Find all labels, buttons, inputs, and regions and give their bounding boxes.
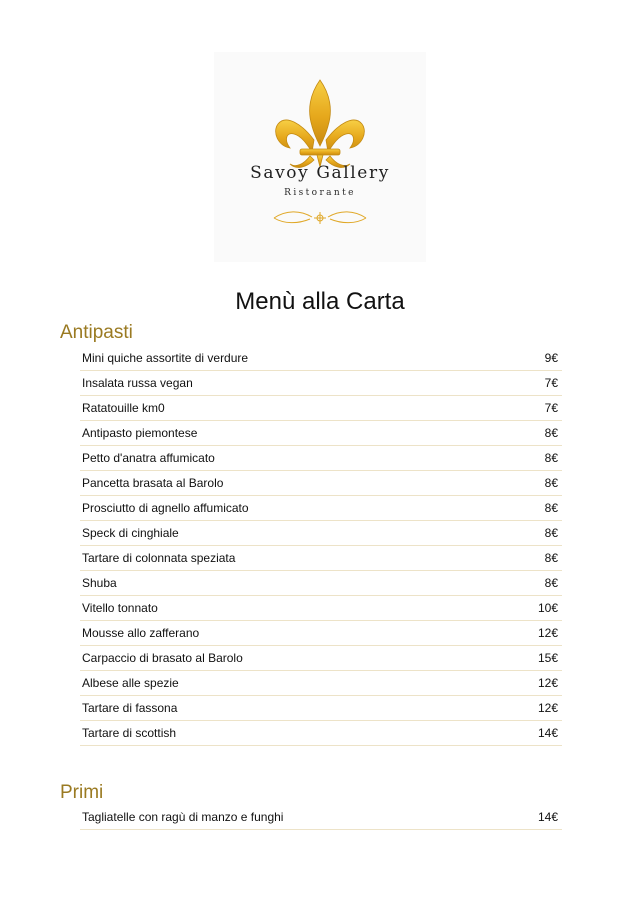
item-price: 8€ [544,426,558,440]
antipasti-list [80,346,562,746]
item-name: Shuba [82,576,117,590]
page-title: Menù alla Carta [235,288,405,315]
menu-item [80,371,562,396]
menu-item [80,421,562,446]
item-price: 14€ [537,810,558,824]
item-price: 15€ [537,651,558,665]
item-name: Carpaccio di brasato al Barolo [82,651,243,665]
menu-item [80,671,562,696]
item-price: 8€ [544,551,558,565]
item-price: 9€ [544,351,558,365]
item-price: 8€ [544,526,558,540]
item-name: Petto d'anatra affumicato [82,451,215,465]
menu-item [80,596,562,621]
menu-item [80,646,562,671]
menu-item [80,346,562,371]
item-name: Tartare di scottish [82,726,177,740]
item-name: Insalata russa vegan [82,376,193,390]
item-price: 7€ [544,401,558,415]
menu-item [80,471,562,496]
item-name: Ratatouille km0 [82,401,165,415]
item-name: Speck di cinghiale [82,526,179,540]
section-heading-antipasti: Antipasti [60,322,133,343]
menu-item [80,805,562,830]
menu-item [80,396,562,421]
menu-item [80,696,562,721]
restaurant-logo [214,52,426,262]
menu-item [80,721,562,746]
item-price: 14€ [537,726,558,740]
logo-subtitle: Ristorante [284,188,356,198]
item-price: 8€ [544,576,558,590]
item-name: Tartare di colonnata speziata [82,551,236,565]
item-name: Pancetta brasata al Barolo [82,476,224,490]
item-price: 8€ [544,451,558,465]
menu-item [80,446,562,471]
item-price: 8€ [544,501,558,515]
menu-item [80,621,562,646]
item-price: 12€ [537,676,558,690]
menu-item [80,571,562,596]
item-price: 12€ [537,701,558,715]
logo-brand-name: Savoy Gallery [250,163,390,183]
fleur-de-lis-icon [214,52,426,262]
item-name: Antipasto piemontese [82,426,198,440]
item-name: Albese alle spezie [82,676,179,690]
primi-list [80,805,562,830]
menu-item [80,496,562,521]
item-name: Tagliatelle con ragù di manzo e funghi [82,810,284,824]
item-price: 7€ [544,376,558,390]
menu-item [80,546,562,571]
item-name: Mousse allo zafferano [82,626,200,640]
item-name: Mini quiche assortite di verdure [82,351,249,365]
item-price: 8€ [544,476,558,490]
section-heading-primi: Primi [60,782,104,803]
item-price: 10€ [537,601,558,615]
menu-item [80,521,562,546]
item-price: 12€ [537,626,558,640]
item-name: Vitello tonnato [82,601,158,615]
item-name: Prosciutto di agnello affumicato [82,501,249,515]
item-name: Tartare di fassona [82,701,178,715]
